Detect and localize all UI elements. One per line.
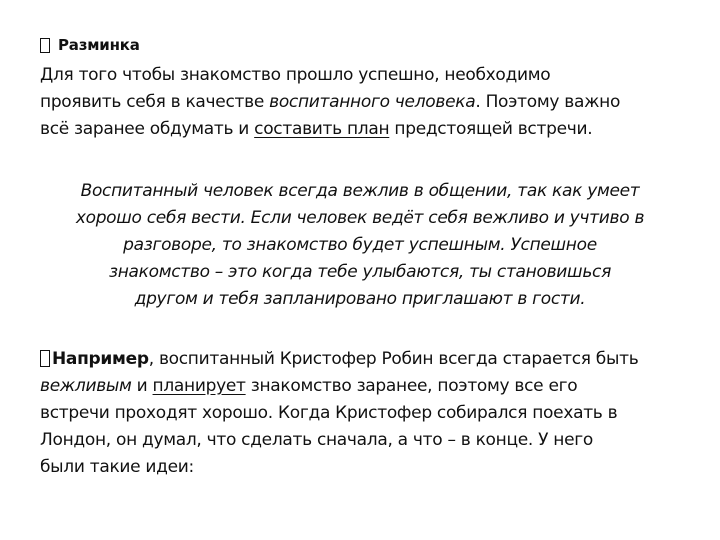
intro-line-2: проявить себя в качестве воспитанного человека. Поэтому важно <box>40 92 621 112</box>
emphasis-polite-person: воспитанного человека <box>269 92 476 112</box>
section-heading <box>40 36 140 54</box>
example-line-5: были такие идеи: <box>40 457 194 477</box>
example-line-1: Например, воспитанный Кристофер Робин всегда старается быть <box>40 346 690 373</box>
bullet-box-icon <box>40 38 50 53</box>
quote-line-5: другом и тебя запланировано приглашают в гости. <box>134 289 586 309</box>
underlined-make-plan: составить план <box>254 119 390 139</box>
quote-line-1: Воспитанный человек всегда вежлив в общении, так как умеет <box>80 181 640 201</box>
example-lead: Например <box>52 349 149 369</box>
intro-line-1: Для того чтобы знакомство прошло успешно, необходимо <box>40 65 551 85</box>
underlined-plans: планирует <box>152 376 246 396</box>
quote-line-3: разговоре, то знакомство будет успешным. Успешное <box>123 235 597 255</box>
example-paragraph <box>40 346 690 481</box>
quote-line-2: хорошо себя вести. Если человек ведёт себя вежливо и учтиво в <box>75 208 645 228</box>
quote-line-4: знакомство – это когда тебе улыбаются, ты становишься <box>108 262 612 282</box>
example-line-2: вежливым и планирует знакомство заранее, поэтому все его <box>40 376 578 396</box>
quote-paragraph <box>30 178 690 313</box>
emphasis-polite: вежливым <box>40 376 132 396</box>
example-line-3: встречи проходят хорошо. Когда Кристофер собирался поехать в <box>40 403 618 423</box>
heading-text: Разминка <box>58 36 140 54</box>
intro-paragraph <box>40 62 690 143</box>
example-line-4: Лондон, он думал, что сделать сначала, а что – в конце. У него <box>40 430 593 450</box>
intro-line-3: всё заранее обдумать и составить план предстоящей встречи. <box>40 119 593 139</box>
bullet-box-icon <box>40 350 50 367</box>
